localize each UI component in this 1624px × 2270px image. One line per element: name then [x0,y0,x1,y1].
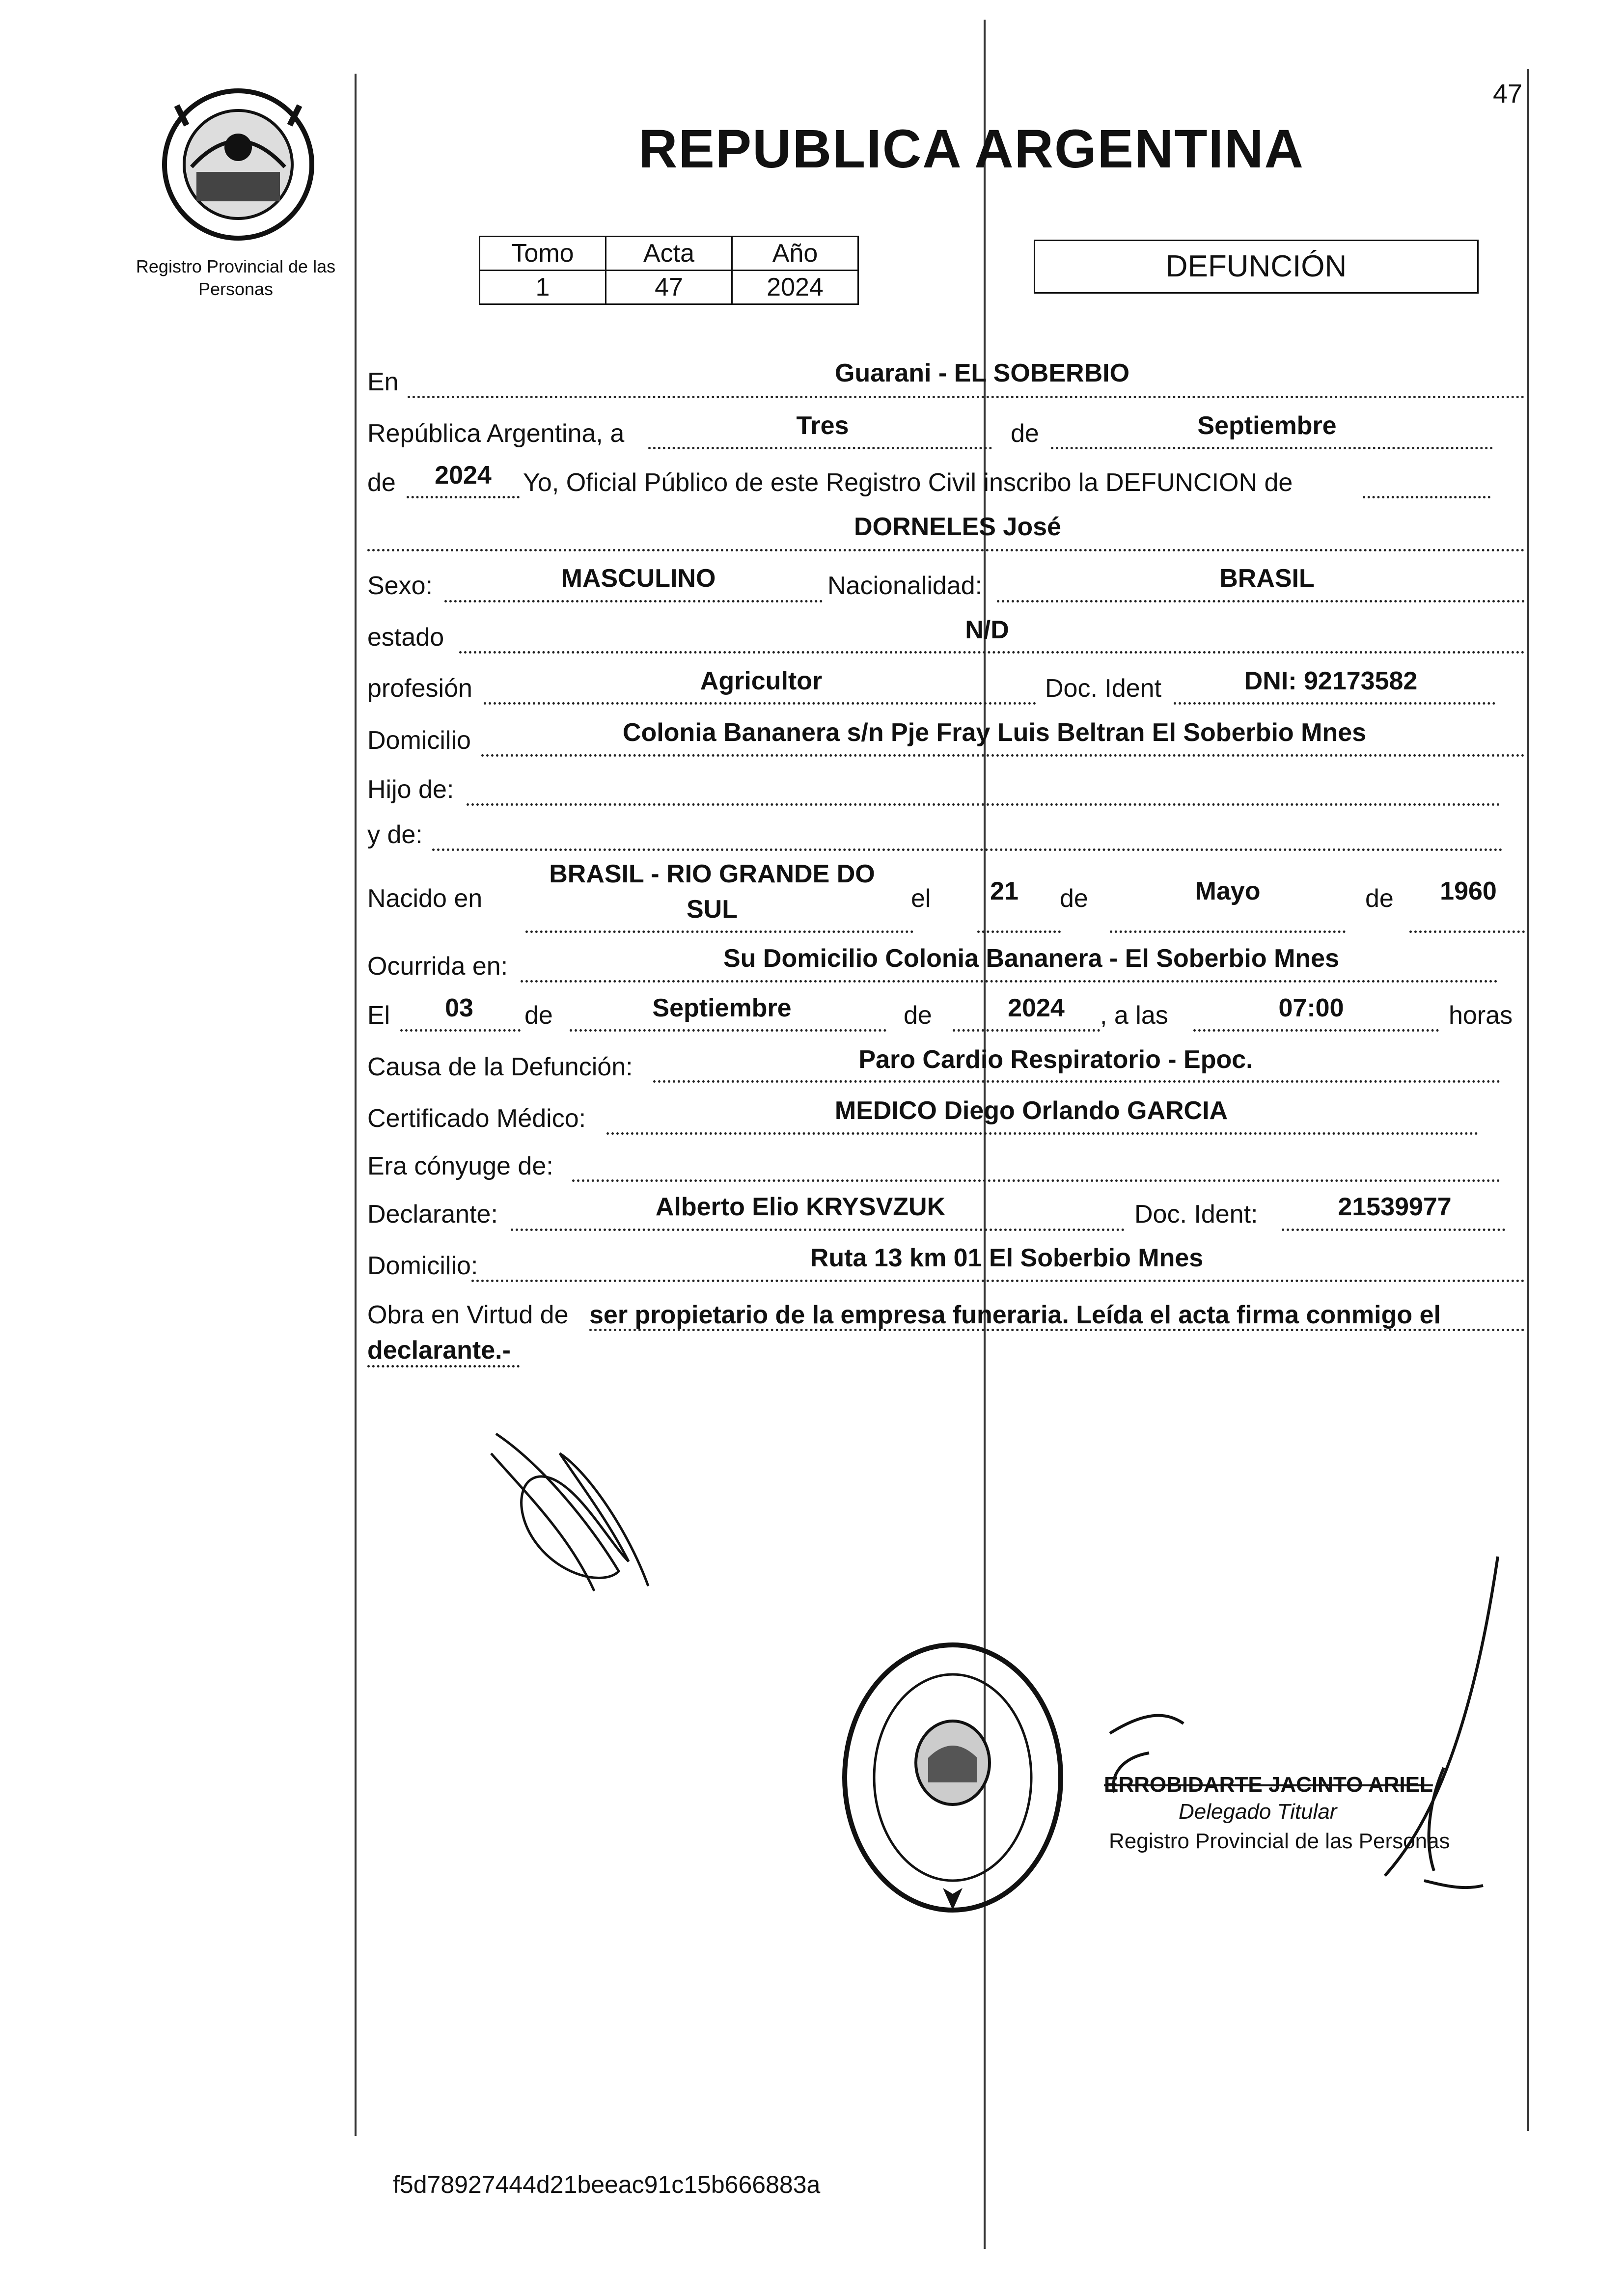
page-number: 47 [1493,79,1523,109]
dotted-line [997,600,1525,602]
registry-stamp-icon [835,1635,1071,1930]
declarant-address-value: Ruta 13 km 01 El Soberbio Mnes [810,1244,1204,1272]
causa-label: Causa de la Defunción: [367,1053,633,1081]
dotted-line [977,930,1061,933]
province-seal-icon [157,86,319,243]
dotted-line [484,702,1036,705]
dotted-line [653,1080,1500,1083]
doc-ident2-label: Doc. Ident: [1134,1200,1258,1229]
death-cause-value: Paro Cardio Respiratorio - Epoc. [858,1045,1253,1074]
profesion-label: profesión [367,674,472,703]
dotted-line [1409,930,1525,933]
dotted-line [511,1229,1125,1231]
document-type-box: DEFUNCIÓN [1034,240,1479,294]
table-value-anio: 2024 [732,271,858,304]
declarante-label: Declarante: [367,1200,498,1229]
registry-table [479,236,859,305]
birthplace-value-line2: SUL [687,895,738,924]
yde-label: y de: [367,820,423,849]
profession-value: Agricultor [700,667,823,695]
dotted-line [367,1365,520,1367]
left-margin-line [355,74,357,2136]
dotted-line [606,1132,1478,1135]
day-value: Tres [796,411,849,440]
birth-month-value: Mayo [1195,877,1261,905]
obra-value-line1: ser propietario de la empresa funeraria. Leída el acta firma conmigo el [589,1301,1441,1329]
document-title: REPUBLICA ARGENTINA [638,119,1304,179]
dotted-line [444,600,823,602]
official-name: ERROBIDARTE JACINTO ARIEL [1104,1773,1433,1797]
official-office: Registro Provincial de las Personas [1109,1829,1450,1853]
table-header-anio: Año [732,237,858,271]
declarant-doc-value: 21539977 [1338,1193,1452,1221]
obra-label: Obra en Virtud de [367,1301,569,1329]
logo-caption: Registro Provincial de las Personas [136,256,336,299]
dotted-line [572,1179,1500,1182]
table-header-acta: Acta [606,237,732,271]
death-day-value: 03 [445,994,473,1022]
birthplace-value-line1: BRASIL - RIO GRANDE DO [549,860,875,888]
dotted-line [407,496,520,498]
civil-status-value: N/D [965,616,1009,644]
doc-ident-value: DNI: 92173582 [1244,667,1418,695]
dotted-line [408,396,1525,398]
en-label: En [367,368,399,396]
medical-certificate-value: MEDICO Diego Orlando GARCIA [834,1096,1228,1125]
deceased-name: DORNELES José [854,513,1061,541]
de2-label: de [367,468,396,497]
document-hash: f5d78927444d21beeac91c15b666883a [393,2171,821,2198]
doc-ident-label: Doc. Ident [1045,674,1162,703]
dotted-line [589,1329,1525,1331]
oficial-text: Yo, Oficial Público de este Registro Civil inscribo la DEFUNCION de [523,468,1293,497]
death-year-value: 2024 [1008,994,1065,1022]
alas-label: , a las [1100,1001,1168,1030]
death-place-value: Su Domicilio Colonia Bananera - El Soberbio Mnes [723,944,1339,973]
nac-de-label: de [1060,884,1088,913]
dotted-line [1363,496,1490,498]
dotted-line [1282,1229,1505,1231]
nacionalidad-label: Nacionalidad: [827,572,983,600]
dotted-line [570,1029,886,1032]
hijo-label: Hijo de: [367,775,454,804]
horas-label: horas [1449,1001,1513,1030]
address-value: Colonia Bananera s/n Pje Fray Luis Beltran El Soberbio Mnes [622,718,1367,747]
dotted-line [400,1029,521,1032]
right-margin-line [1527,69,1529,2131]
birth-year-value: 1960 [1440,877,1497,905]
death-month-value: Septiembre [652,994,792,1022]
dotted-line [459,651,1525,654]
sex-value: MASCULINO [561,564,716,593]
year-value: 2024 [435,461,492,490]
dotted-line [648,447,992,449]
month-value: Septiembre [1197,411,1337,440]
el2-label: El [367,1001,390,1030]
def-de-label: de [524,1001,553,1030]
table-value-acta: 47 [606,271,732,304]
el-label: el [911,884,931,913]
nacido-label: Nacido en [367,884,483,913]
dotted-line [525,930,913,933]
dotted-line [1051,447,1493,449]
domicilio-label: Domicilio [367,726,471,755]
declarant-value: Alberto Elio KRYSVZUK [655,1193,946,1221]
dotted-line [521,980,1498,983]
dotted-line [367,549,1525,551]
dotted-line [1174,702,1495,705]
official-role: Delegado Titular [1179,1800,1337,1824]
birth-day-value: 21 [990,877,1018,905]
republica-label: República Argentina, a [367,419,625,448]
domicilio2-label: Domicilio: [367,1252,478,1280]
dotted-line [467,803,1500,806]
table-value-tomo: 1 [480,271,606,304]
certificado-label: Certificado Médico: [367,1104,586,1133]
death-time-value: 07:00 [1278,994,1344,1022]
nationality-value: BRASIL [1219,564,1315,593]
dotted-line [953,1029,1100,1032]
def-de2-label: de [904,1001,932,1030]
table-header-tomo: Tomo [480,237,606,271]
place-value: Guarani - EL SOBERBIO [834,359,1130,387]
dotted-line [481,754,1525,757]
dotted-line [471,1280,1525,1282]
de-label: de [1011,419,1039,448]
declarant-signature-icon [481,1424,688,1611]
dotted-line [1193,1029,1439,1032]
nac-de2-label: de [1365,884,1394,913]
sexo-label: Sexo: [367,572,433,600]
conyuge-label: Era cónyuge de: [367,1152,553,1180]
dotted-line [432,848,1503,851]
dotted-line [1110,930,1346,933]
obra-value-line2: declarante.- [367,1336,511,1365]
estado-label: estado [367,623,444,652]
ocurrida-label: Ocurrida en: [367,952,508,981]
